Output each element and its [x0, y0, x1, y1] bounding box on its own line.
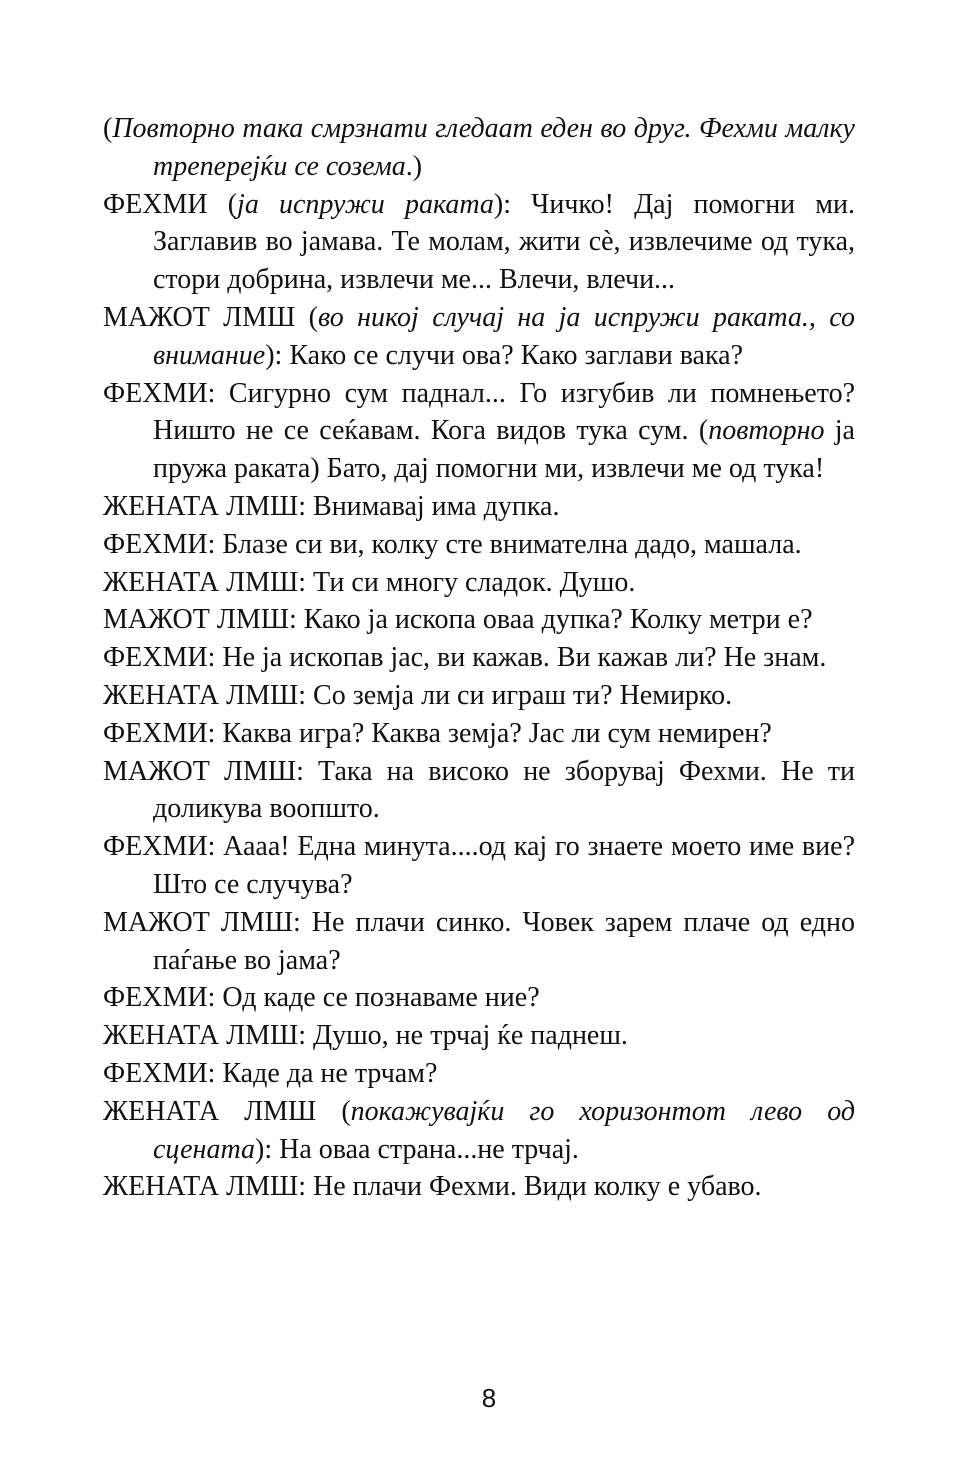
dialogue-text: ФЕХМИ: Не ја ископав јас, ви кажав. Ви кажав ли? Не знам. [103, 642, 827, 674]
dialogue-text: ЖЕНАТА ЛМШ: Со земја ли си играш ти? Немирко. [103, 679, 733, 711]
dialogue-paragraph [103, 564, 855, 602]
dialogue-text: ФЕХМИ: Сигурно сум паднал... Го изгубив ли помнењето? Ништо не се сеќавам. Кога видов тука сум. ( [103, 377, 855, 447]
dialogue-paragraph [103, 1093, 855, 1169]
dialogue-text: ФЕХМИ: Каква игра? Каква земја? Јас ли сум немирен? [103, 717, 772, 749]
dialogue-paragraph [103, 488, 855, 526]
dialogue-paragraph [103, 715, 855, 753]
dialogue-paragraph [103, 1017, 855, 1055]
dialogue-paragraph [103, 979, 855, 1017]
stage-direction: покажувајќи го хоризонтот лево од сцената [153, 1095, 856, 1165]
dialogue-text: .) [405, 150, 423, 182]
dialogue-text: ФЕХМИ: Блазе си ви, колку сте внимателна дадо, машала. [103, 528, 802, 560]
dialogue-text: МАЖОТ ЛМШ ( [103, 301, 318, 333]
dialogue-paragraph [103, 526, 855, 564]
dialogue-text: ја пружа раката) Бато, дај помогни ми, извлечи ме од тука! [153, 415, 855, 485]
page-body [103, 110, 855, 1206]
dialogue-text: ЖЕНАТА ЛМШ: Ти си многу сладок. Душо. [103, 566, 636, 598]
stage-direction: повторно [708, 415, 825, 447]
dialogue-text: ): Чичко! Дај помогни ми. Заглавив во јамава. Те молам, жити сѐ, извлечиме од тука, стори добрина, извлечи ме... Влечи, влечи... [153, 188, 856, 296]
dialogue-text: МАЖОТ ЛМШ: Како ја ископа оваа дупка? Колку метри е? [103, 604, 813, 636]
dialogue-text: ФЕХМИ: Аааа! Една минута....од кај го знаете моето име вие? Што се случува? [103, 831, 855, 900]
dialogue-paragraph [103, 828, 855, 904]
dialogue-text: МАЖОТ ЛМШ: Не плачи синко. Човек зарем плаче од едно паѓање во јама? [103, 906, 855, 976]
dialogue-text: ЖЕНАТА ЛМШ: Не плачи Фехми. Види колку е убаво. [103, 1171, 762, 1203]
dialogue-paragraph [103, 753, 855, 829]
stage-direction: ја испружи раката [237, 188, 494, 220]
dialogue-paragraph [103, 1055, 855, 1093]
dialogue-text: ЖЕНАТА ЛМШ ( [103, 1095, 351, 1127]
dialogue-paragraph [103, 677, 855, 715]
dialogue-text: ФЕХМИ: Каде да не трчам? [103, 1057, 438, 1089]
dialogue-text: ФЕХМИ: Од каде се познаваме ние? [103, 982, 540, 1014]
dialogue-paragraph [103, 375, 855, 488]
dialogue-paragraph [103, 904, 855, 980]
stage-direction: во никој случај на ја испружи раката., со внимание [153, 301, 855, 371]
dialogue-text: ): На оваа страна...не трчај. [255, 1133, 579, 1165]
stage-direction: Повторно така смрзнати гледаат еден во друг. Фехми малку треперејќи се созема [112, 113, 855, 182]
dialogue-text: ): Како се случи ова? Како заглави вака? [265, 339, 744, 371]
page-number: 8 [481, 1383, 497, 1413]
dialogue-text: ЖЕНАТА ЛМШ: Душо, не трчај ќе паднеш. [103, 1020, 628, 1052]
dialogue-paragraph [103, 186, 855, 299]
dialogue-text: ФЕХМИ ( [103, 188, 238, 220]
dialogue-paragraph [103, 110, 855, 186]
dialogue-text: ЖЕНАТА ЛМШ: Внимавај има дупка. [103, 490, 560, 522]
dialogue-text: МАЖОТ ЛМШ: Така на високо не зборувај Фехми. Не ти доликува воопшто. [103, 755, 855, 825]
dialogue-paragraph [103, 601, 855, 639]
dialogue-paragraph [103, 299, 855, 375]
dialogue-text: ( [103, 113, 113, 144]
dialogue-paragraph [103, 1168, 855, 1206]
dialogue-paragraph [103, 639, 855, 677]
